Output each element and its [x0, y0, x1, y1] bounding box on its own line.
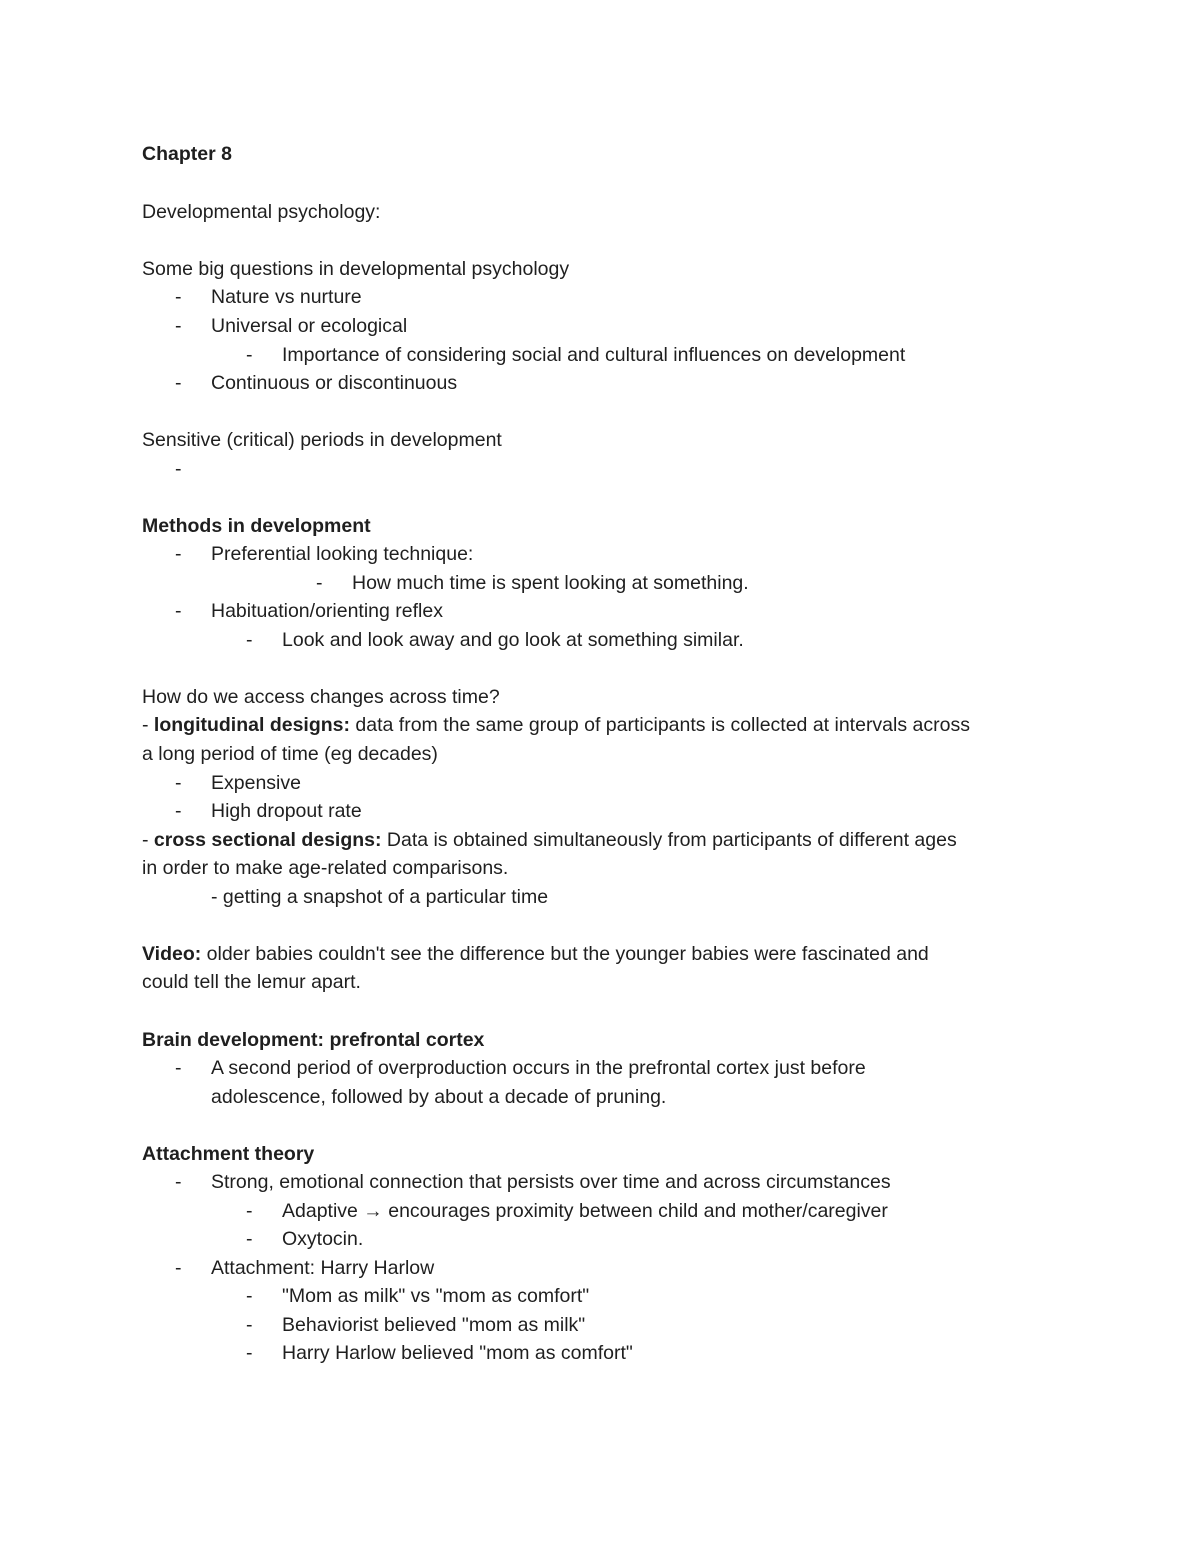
longitudinal-text: data from the same group of participants is collected at intervals across — [350, 714, 970, 736]
longitudinal-text-cont: a long period of time (eg decades) — [142, 743, 438, 765]
video-text-cont: could tell the lemur apart. — [142, 971, 361, 993]
bullet: - — [175, 315, 182, 337]
video-line — [142, 940, 929, 968]
list-item: Habituation/orienting reflex — [211, 600, 443, 622]
list-item: Expensive — [211, 772, 301, 794]
list-item: "Mom as milk" vs "mom as comfort" — [282, 1285, 590, 1307]
bullet: - — [246, 1285, 253, 1307]
bullet: - — [175, 800, 182, 822]
bullet: - — [246, 1314, 253, 1336]
cross-sectional-text: Data is obtained simultaneously from participants of different ages — [381, 829, 957, 851]
brain-heading: Brain development: prefrontal cortex — [142, 1029, 485, 1051]
changes-question: How do we access changes across time? — [142, 686, 500, 708]
bullet: - — [246, 1228, 253, 1250]
video-text: older babies couldn't see the difference but the younger babies were fascinated and — [201, 943, 929, 965]
list-item: Look and look away and go look at something similar. — [282, 629, 744, 651]
list-item-cont: adolescence, followed by about a decade of pruning. — [211, 1086, 667, 1108]
bullet: - — [175, 372, 182, 394]
list-item: Strong, emotional connection that persists over time and across circumstances — [211, 1171, 891, 1193]
bullet: - — [175, 543, 182, 565]
attachment-heading: Attachment theory — [142, 1143, 315, 1165]
bullet: - — [175, 772, 182, 794]
list-item: Behaviorist believed "mom as milk" — [282, 1314, 586, 1336]
bullet: - — [175, 1171, 182, 1193]
dev-psych-heading: Developmental psychology: — [142, 201, 381, 223]
bullet: - — [316, 572, 323, 594]
bullet: - — [175, 458, 182, 480]
chapter-title: Chapter 8 — [142, 143, 232, 165]
list-item: High dropout rate — [211, 800, 362, 822]
bullet: - — [175, 1057, 182, 1079]
cross-sectional-sub: - getting a snapshot of a particular time — [211, 886, 549, 908]
list-item: Universal or ecological — [211, 315, 408, 337]
bullet: - — [246, 344, 253, 366]
list-item: Importance of considering social and cultural influences on development — [282, 344, 906, 366]
list-item: Preferential looking technique: — [211, 543, 474, 565]
list-item: Adaptive → encourages proximity between child and mother/caregiver — [282, 1200, 888, 1222]
bullet: - — [246, 1200, 253, 1222]
list-item: A second period of overproduction occurs in the prefrontal cortex just before — [211, 1057, 866, 1079]
bullet: - — [175, 286, 182, 308]
dash: - — [142, 829, 154, 851]
cross-sectional-term: cross sectional designs: — [153, 829, 382, 851]
list-item: Oxytocin. — [282, 1228, 364, 1250]
cross-sectional-text-cont: in order to make age-related comparisons. — [142, 857, 509, 879]
video-term: Video: — [142, 943, 202, 965]
longitudinal-term: longitudinal designs: — [153, 714, 350, 736]
bullet: - — [175, 1257, 182, 1279]
list-item: How much time is spent looking at something. — [352, 572, 749, 594]
cross-sectional-line — [142, 826, 957, 854]
bullet: - — [246, 1342, 253, 1364]
big-questions-heading: Some big questions in developmental psychology — [142, 258, 570, 280]
bullet: - — [246, 629, 253, 651]
list-item: Harry Harlow believed "mom as comfort" — [282, 1342, 633, 1364]
bullet: - — [175, 600, 182, 622]
longitudinal-line — [142, 711, 970, 739]
list-item: Attachment: Harry Harlow — [211, 1257, 435, 1279]
methods-heading: Methods in development — [142, 515, 371, 537]
dash: - — [142, 714, 154, 736]
sensitive-heading: Sensitive (critical) periods in development — [142, 429, 502, 451]
list-item: Nature vs nurture — [211, 286, 362, 308]
list-item: Continuous or discontinuous — [211, 372, 458, 394]
